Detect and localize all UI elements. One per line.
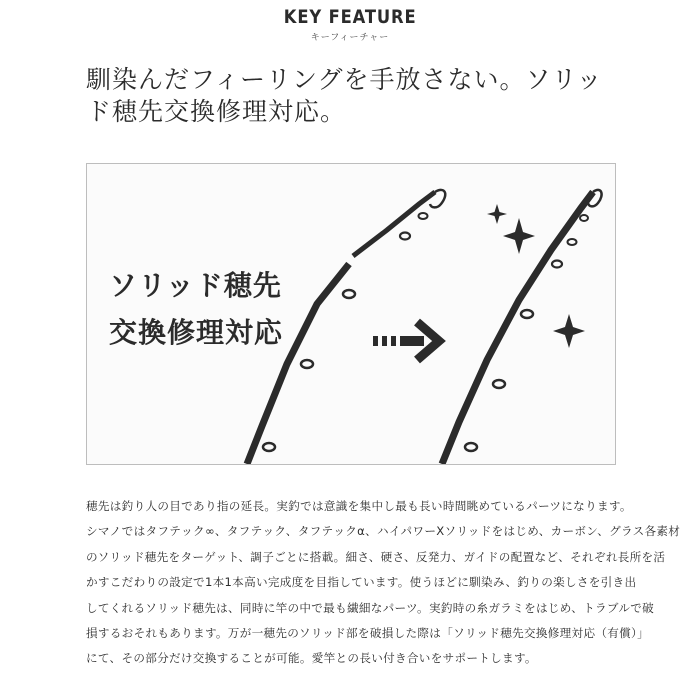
description-line: のソリッド穂先をターゲット、調子ごとに搭載。細さ、硬さ、反発力、ガイドの配置など、それぞれ長所を活 [86, 549, 666, 564]
headline [86, 64, 646, 128]
illustration-label-line-2: 交換修理対応 [109, 316, 284, 349]
description-line: にて、その部分だけ交換することが可能。愛竿との長い付き合いをサポートします。 [86, 651, 537, 666]
headline-line-1: 馴染んだフィーリングを手放さない。ソリッ [86, 65, 603, 94]
description-line: 穂先は釣り人の目であり指の延長。実釣では意識を集中し最も長い時間眺めているパーツになります。 [86, 499, 632, 513]
broken-rod-tip-icon [247, 190, 445, 464]
arrow-right-icon [373, 322, 439, 360]
illustration-label-line-1: ソリッド穂先 [109, 269, 282, 302]
headline-line-2: ド穂先交換修理対応。 [86, 97, 347, 126]
description-line: してくれるソリッド穂先は、同時に竿の中で最も繊細なパーツ。実釣時の糸ガラミをはじめ、トラブルで破 [86, 600, 655, 615]
illustration-canvas [87, 164, 615, 464]
section-subtitle: キーフィーチャー [310, 33, 390, 43]
description-line: シマノではタフテック∞、タフテック、タフテックα、ハイパワーXソリッドをはじめ、カーボン、グラス各素材 [86, 524, 681, 539]
feature-illustration [86, 163, 616, 465]
description-text [86, 494, 681, 672]
description-line: 損するおそれもあります。万が一穂先のソリッド部を破損した際は「ソリッド穂先交換修理対応（有償）」 [86, 626, 650, 641]
section-header [0, 6, 700, 43]
description-line: かすこだわりの設定で1本1本高い完成度を目指しています。使うほどに馴染み、釣りの楽しさを引き出 [86, 575, 637, 590]
section-title: KEY FEATURE [283, 6, 417, 28]
